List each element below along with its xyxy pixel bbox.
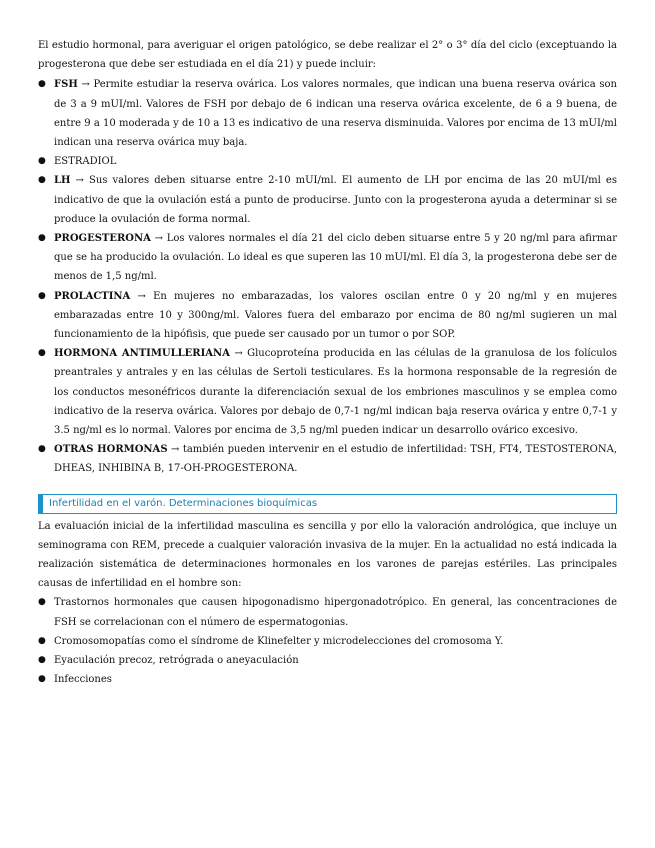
cause-text: Cromosomopatías como el síndrome de Klinefelter y microdelecciones del cromosoma Y. bbox=[54, 635, 504, 647]
cause-text: Trastornos hormonales que causen hipogonadismo hipergonadotrópico. En general, las concentraciones de FSH se correlacionan con el número de espermatogonias. bbox=[54, 597, 617, 628]
list-item bbox=[38, 152, 617, 171]
bullet-icon: ● bbox=[38, 233, 46, 244]
hormone-label: PROGESTERONA bbox=[54, 233, 151, 245]
hormone-text: ESTRADIOL bbox=[54, 156, 117, 168]
arrow-icon: → bbox=[154, 233, 164, 245]
list-item bbox=[38, 593, 617, 631]
list-item bbox=[38, 229, 617, 287]
bullet-icon: ● bbox=[38, 156, 46, 167]
hormone-label: PROLACTINA bbox=[54, 290, 131, 302]
bullet-icon: ● bbox=[38, 597, 46, 608]
cause-text: Eyaculación precoz, retrógrada o aneyaculación bbox=[54, 655, 299, 667]
list-item bbox=[38, 670, 617, 689]
list-item bbox=[38, 75, 617, 152]
intro-paragraph: El estudio hormonal, para averiguar el origen patológico, se debe realizar el 2° o 3° día del ciclo (exceptuando la progesterona que debe ser estudiada en el día 21) y puede incluir: bbox=[38, 40, 617, 71]
cause-text: Infecciones bbox=[54, 674, 112, 686]
hormone-text: Los valores normales el día 21 del ciclo deben situarse entre 5 y 20 ng/ml para afirmar que se ha producido la ovulación. Lo ideal es que superen las 10 mUI/ml. El día 3, la progesterona debe ser de menos de 1,5 ng/ml. bbox=[54, 233, 617, 283]
list-item bbox=[38, 651, 617, 670]
male-infertility-paragraph: La evaluación inicial de la infertilidad masculina es sencilla y por ello la valoración andrológica, que incluye un seminograma con REM, precede a cualquier valoración invasiva de la mujer. En la actualidad no está indicada la realización sistemática de determinaciones hormonales en los varones de parejas estériles. Las principales causas de infertilidad en el hombre son: bbox=[38, 520, 617, 590]
list-item bbox=[38, 632, 617, 651]
hormone-text: también pueden intervenir en el estudio de infertilidad: TSH, FT4, TESTOSTERONA, DHEAS, INHIBINA B, 17-OH-PROGESTERONA. bbox=[54, 444, 618, 475]
list-item bbox=[38, 287, 617, 345]
hormone-text: En mujeres no embarazadas, los valores oscilan entre 0 y 20 ng/ml y en mujeres embarazadas entre 10 y 300ng/ml. Valores fuera del embarazo por encima de 80 ng/ml sugieren un mal funcionamiento de la hipófisis, que puede ser causado por un tumor o por SOP. bbox=[54, 290, 617, 341]
hormone-text: Sus valores deben situarse entre 2-10 mUI/ml. El aumento de LH por encima de las 20 mUI/ml es indicativo de que la ovulación está a punto de producirse. Junto con la progesterona ayuda a determinar si se produce la ovulación de forma normal. bbox=[54, 175, 617, 225]
causes-list bbox=[38, 593, 617, 689]
hormone-label: HORMONA ANTIMULLERIANA bbox=[54, 348, 230, 360]
arrow-icon: → bbox=[234, 348, 243, 360]
bullet-icon: ● bbox=[38, 79, 46, 90]
hormone-text: Permite estudiar la reserva ovárica. Los valores normales, que indican una buena reserva ovárica son de 3 a 9 mUI/ml. Valores de FSH por debajo de 6 indican una reserva ovárica excelente, de 6 a 9 buena, de entre 9 a 10 moderada y de 10 a 13 es indicativo de una reserva disminuida. Valores por encima de 13 mUI/ml indican una reserva ovárica muy baja. bbox=[54, 79, 617, 149]
hormone-text: Glucoproteína producida en las células de la granulosa de los folículos preantrales y antrales y en las células de Sertoli testiculares. Es la hormona responsable de la regresión de los conductos mesonéfricos durante la diferenciación sexual de los embriones masculinos y se emplea como indicativo de la reserva ovárica. Valores por debajo de 0,7-1 ng/ml indican baja reserva ovárica y entre 0,7-1 y 3.5 ng/ml es lo normal. Valores por encima de 3,5 ng/ml pueden indicar un desarrollo ovárico excesivo. bbox=[54, 348, 618, 437]
hormone-label: OTRAS HORMONAS bbox=[54, 444, 168, 456]
hormone-label: LH bbox=[54, 175, 71, 187]
section-heading: Infertilidad en el varón. Determinaciones bioquímicas bbox=[38, 494, 617, 514]
hormone-list bbox=[38, 75, 617, 478]
list-item bbox=[38, 440, 617, 478]
bullet-icon: ● bbox=[38, 674, 46, 685]
bullet-icon: ● bbox=[38, 444, 46, 455]
arrow-icon: → bbox=[137, 290, 146, 302]
hormone-label: FSH bbox=[54, 79, 78, 91]
arrow-icon: → bbox=[81, 79, 90, 91]
list-item bbox=[38, 344, 617, 440]
bullet-icon: ● bbox=[38, 348, 46, 359]
bullet-icon: ● bbox=[38, 290, 46, 301]
bullet-icon: ● bbox=[38, 175, 46, 186]
arrow-icon: → bbox=[75, 175, 84, 187]
bullet-icon: ● bbox=[38, 655, 46, 666]
arrow-icon: → bbox=[170, 444, 180, 456]
list-item bbox=[38, 171, 617, 229]
bullet-icon: ● bbox=[38, 635, 46, 646]
